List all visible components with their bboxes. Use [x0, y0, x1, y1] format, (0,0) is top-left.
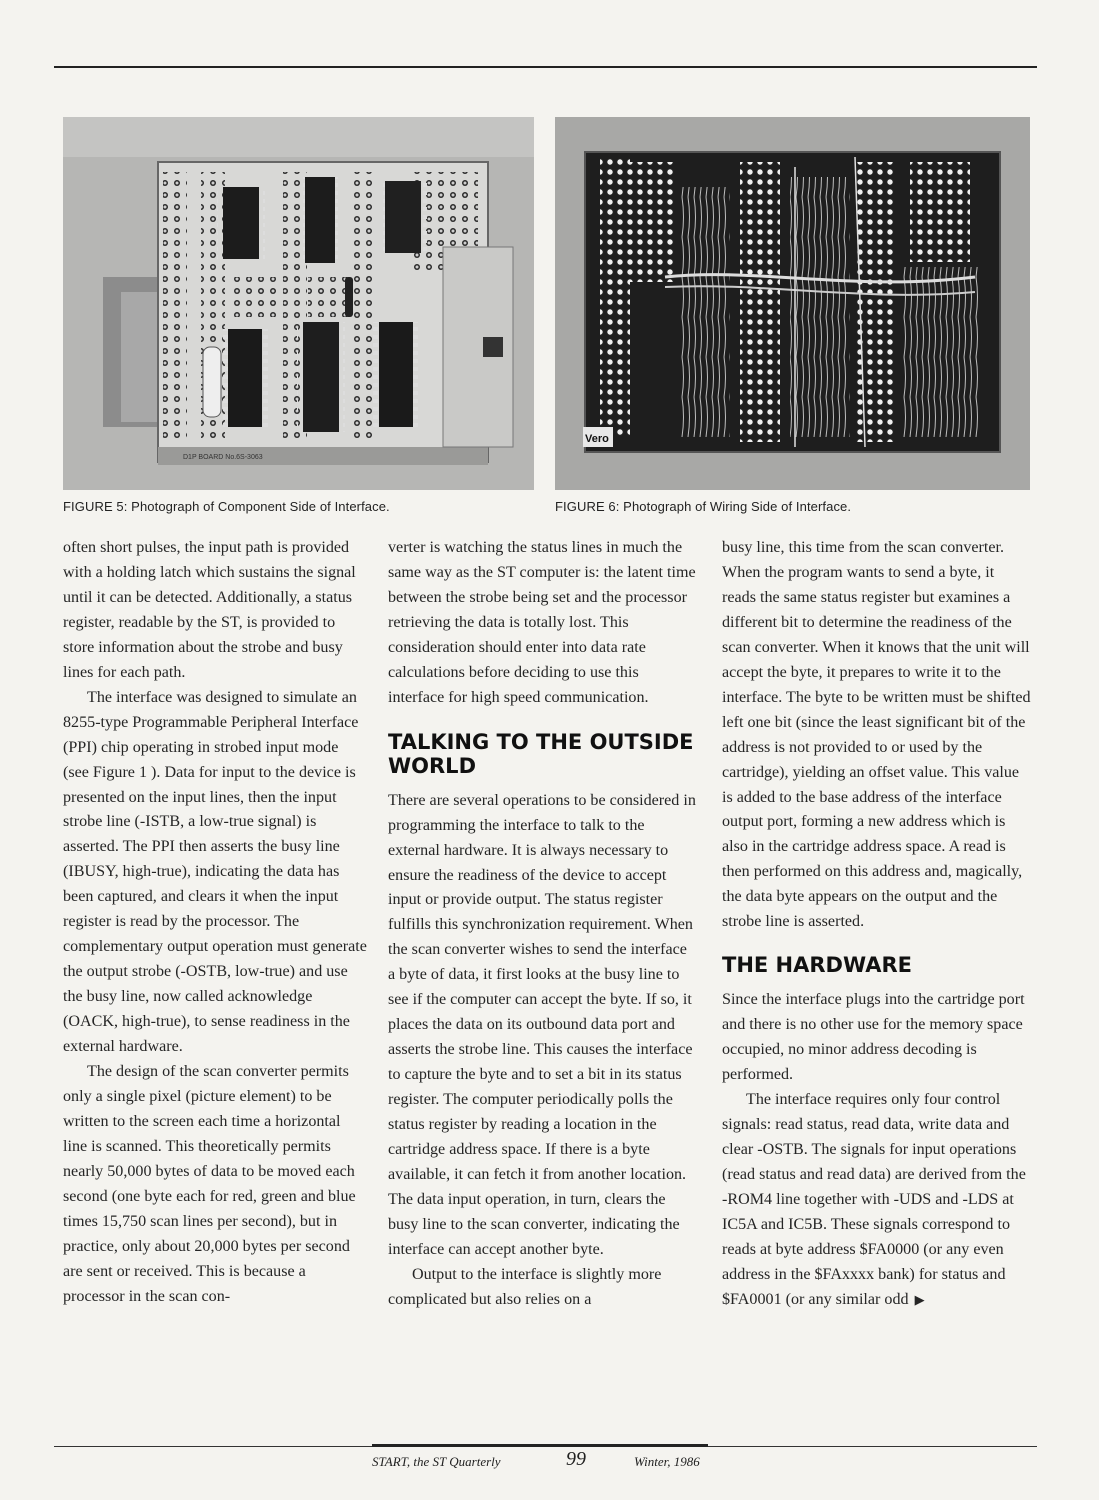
board-label-5: D1P BOARD No.6S-3063: [183, 454, 263, 461]
board-label-6: Vero: [585, 433, 609, 445]
col3-paragraph-3: [722, 1088, 1032, 1313]
section-heading-talking: TALKING TO THE OUTSIDE WORLD: [388, 729, 694, 778]
wiring-side-photo: [555, 117, 1030, 490]
figure-6-photo: [555, 117, 1030, 490]
component-side-photo: [63, 117, 534, 490]
footer-issue: Winter, 1986: [634, 1454, 700, 1469]
col3-paragraph-1: busy line, this time from the scan converter. When the program wants to send a byte, it reads the same status register but examines a different bit to determine the readiness of the scan converter. When it knows that the unit will accept the byte, it prepares to write it to the interface. The byte to be written must be shifted left one bit (since the least significant bit of the address is not provided to or used by the cartridge), yielding an offset value. This value is added to the base address of the interface output port, forming a new address which is also in the cartridge address space. A read is then performed on this address and, magically, the data byte appears on the output and the strobe line is asserted.: [722, 539, 1031, 931]
col3-paragraph-3-text: The interface requires only four control signals: read status, read data, write data and clear -OSTB. The signals for input operations (read status and read data) are derived from the -ROM4 line together with -UDS and -LDS at IC5A and IC5B. These signals correspond to reads at byte address $FA0000 (or any even address in the $FAxxxx bank) for status and $FA0001 (or any similar odd: [722, 1091, 1026, 1308]
continue-arrow-icon: ▶: [914, 1291, 925, 1307]
footer-page-number: 99: [566, 1448, 586, 1470]
figure-5-photo: [63, 117, 534, 490]
col1-paragraph-2: The interface was designed to simulate an 8255-type Programmable Peripheral Interface (PPI) chip operating in strobed input mode (see Figure 1 ). Data for input to the device is presented on the input lines, then the input strobe line (-ISTB, a low-true signal) is asserted. The PPI then asserts the busy line (IBUSY, high-true), indicating the data has been captured, and clears it when the input register is read by the processor. The complementary output operation must generate the output strobe (-OSTB, low-true) and use the busy line, now called acknowledge (OACK, high-true), to sense readiness in the external hardware.: [63, 688, 367, 1056]
footer-publication: START, the ST Quarterly: [372, 1454, 501, 1469]
top-rule: [54, 66, 1037, 68]
col2-paragraph-1: verter is watching the status lines in much the same way as the ST computer is: the latent time between the strobe being set and the processor retrieving the data is totally lost. This consideration should enter into data rate calculations before deciding to use this interface for high speed communication.: [388, 539, 696, 706]
column-2: [388, 536, 698, 1313]
figure-6-caption: FIGURE 6: Photograph of Wiring Side of Interface.: [555, 499, 852, 514]
footer-rule-bold: [372, 1444, 708, 1447]
section-heading-hardware: THE HARDWARE: [722, 953, 912, 978]
figure-5-caption: FIGURE 5: Photograph of Component Side of Interface.: [63, 499, 390, 514]
column-3: [722, 536, 1032, 1313]
col1-paragraph-1: often short pulses, the input path is provided with a holding latch which sustains the signal until it can be detected. Additionally, a status register, readable by the ST, is provided to store information about the strobe and busy lines for each path.: [63, 539, 356, 681]
col3-paragraph-2: Since the interface plugs into the cartridge port and there is no other use for the memory space occupied, no minor address decoding is performed.: [722, 991, 1025, 1084]
col2-paragraph-3: Output to the interface is slightly more complicated but also relies on a: [388, 1265, 662, 1308]
col2-paragraph-2: There are several operations to be considered in programming the interface to talk to the external hardware. It is always necessary to ensure the readiness of the device to accept input or provide output. The status register fulfills this synchronization requirement. When the scan converter wishes to send the interface a byte of data, it first looks at the busy line to see if the computer can accept the byte. If so, it places the data on its outbound data port and asserts the strobe line. This causes the interface to capture the byte and to set a bit in its status register. The computer periodically polls the status register by reading a location in the cartridge address space. If there is a byte available, it can fetch it from another location. The data input operation, in turn, clears the busy line to the scan converter, indicating the interface can accept another byte.: [388, 791, 696, 1258]
col1-paragraph-3: The design of the scan converter permits only a single pixel (picture element) to be written to the screen each time a horizontal line is scanned. This theoretically permits nearly 50,000 bytes of data to be moved each second (one byte each for red, green and blue times 15,750 scan lines per second), but in practice, only about 20,000 bytes per second are sent or received. This is because a processor in the scan con-: [63, 1063, 356, 1305]
column-1: [63, 536, 368, 1310]
